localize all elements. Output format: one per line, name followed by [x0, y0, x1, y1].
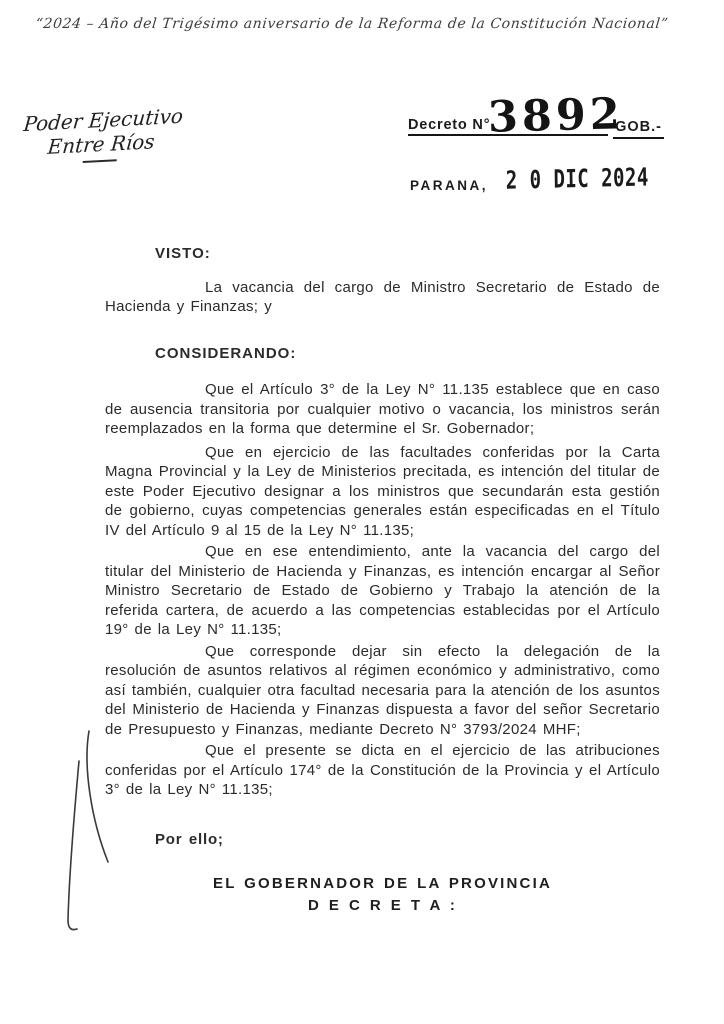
decree-body-text — [105, 244, 660, 917]
governor-heading: EL GOBERNADOR DE LA PROVINCIA — [213, 875, 552, 892]
letterhead-underline — [83, 159, 117, 163]
letterhead-line-entre-rios: Entre Ríos — [46, 129, 156, 159]
decree-number-row — [408, 89, 664, 143]
dateline-city: PARANA, — [410, 178, 488, 193]
letterhead — [20, 104, 185, 167]
visto-heading: VISTO: — [155, 245, 211, 262]
decree-number-stamp: 3892 — [487, 89, 625, 143]
handwritten-pen-mark — [56, 714, 128, 944]
considerando-paragraph-2: Que en ejercicio de las facultades conferidas por la Carta Magna Provincial y la Ley de Ministerios precitada, es intención del titular de este Poder Ejecutivo designar a los ministros que secundarán esta gestión de gobierno, cuyas competencias generales están especificadas en el Título IV del Artículo 9 al 15 de la Ley N° 11.135; — [105, 443, 660, 539]
considerando-heading: CONSIDERANDO: — [155, 344, 297, 362]
considerando-paragraph-4: Que corresponde dejar sin efecto la delegación de la resolución de asuntos relativos al régimen económico y administrativo, como así también, cualquier otra facultad necesaria para la atención de los asuntos del Ministerio de Hacienda y Finanzas dispuesta a favor del señor Secretario de Presupuesto y Finanzas, mediante Decreto N° 3793/2024 MHF; — [105, 642, 660, 738]
decreta-heading: D E C R E T A : — [307, 897, 458, 914]
considerando-paragraph-1: Que el Artículo 3° de la Ley N° 11.135 establece que en caso de ausencia transitoria por cualquier motivo o vacancia, los ministros serán reemplazados en la forma que determine el Sr. Gobernador; — [105, 381, 660, 437]
letterhead-line-poder-ejecutivo: Poder Ejecutivo — [22, 103, 185, 137]
decreta-block — [105, 873, 660, 917]
year-motto-header: “2024 – Año del Trigésimo aniversario de la Reforma de la Constitución Nacional” — [34, 16, 670, 32]
date-stamp: 2 0 DIC 2024 — [505, 161, 649, 195]
decree-label: Decreto N° — [408, 117, 491, 133]
considerando-paragraph-3: Que en ese entendimiento, ante la vacancia del cargo del titular del Ministerio de Hacienda y Finanzas, es intención encargar al Señor Ministro Secretario de Estado de Gobierno y Trabajo la atención de la referida cartera, de acuerdo a las competencias establecidas por el Artículo 19° de la Ley N° 11.135; — [105, 543, 660, 638]
visto-paragraph: La vacancia del cargo de Ministro Secretario de Estado de Hacienda y Finanzas; y — [105, 278, 660, 315]
dateline — [410, 161, 657, 195]
decree-suffix-gob: GOB.- — [613, 119, 664, 139]
considerando-paragraph-5: Que el presente se dicta en el ejercicio de las atribuciones conferidas por el Artículo 174° de la Constitución de la Provincia y el Artículo 3° de la Ley N° 11.135; — [105, 742, 660, 798]
por-ello-line: Por ello; — [155, 830, 224, 848]
